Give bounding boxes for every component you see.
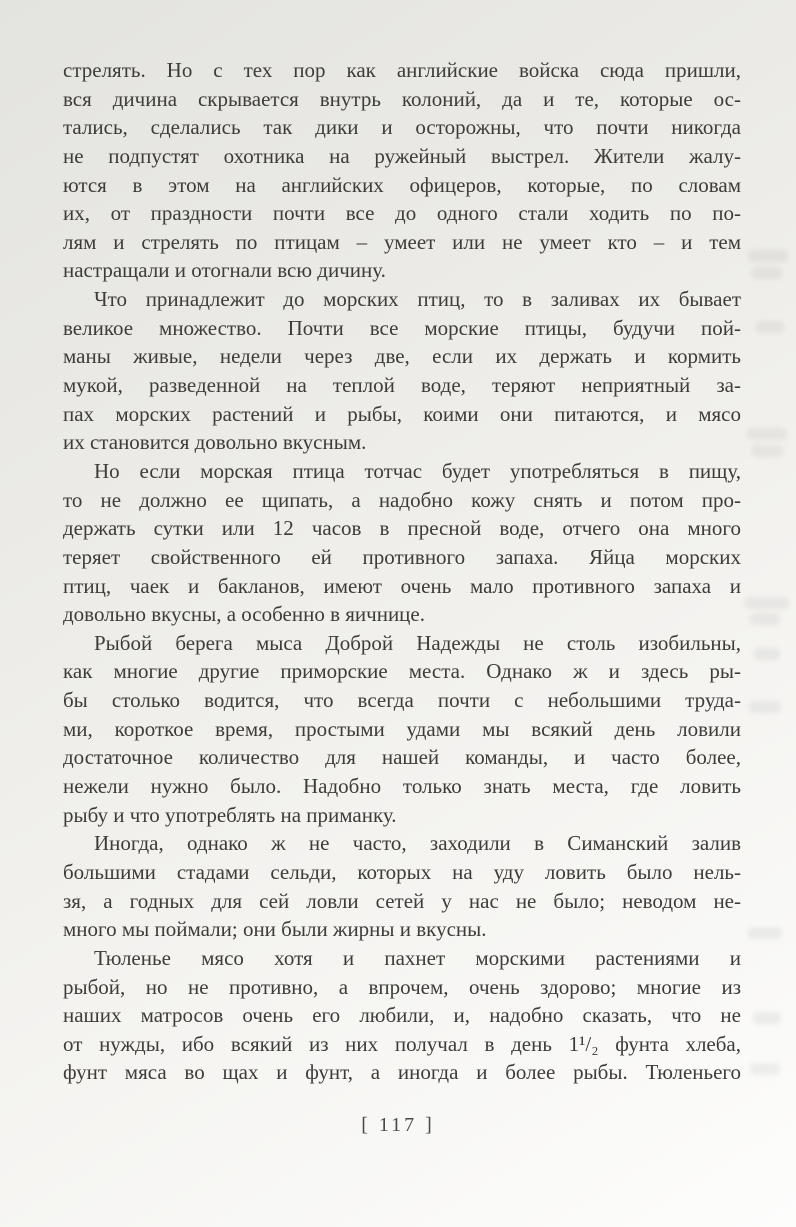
show-through-artifact xyxy=(752,267,782,279)
text-line: лям и стрелять по птицам – умеет или не умеет кто – и тем xyxy=(63,229,741,254)
show-through-artifact xyxy=(747,428,787,440)
page-text xyxy=(63,56,741,1087)
text-line: Но если морская птица тотчас будет употребляться в пищу, xyxy=(94,458,741,483)
text-line: теряет свойственного ей противного запаха. Яйца морских xyxy=(63,544,741,569)
text-line: настращали и отогнали всю дичину. xyxy=(63,258,386,283)
text-line: держать сутки или 12 часов в пресной воде, отчего она много xyxy=(63,516,741,541)
text-line: наших матросов очень его любили, и, надобно сказать, что не xyxy=(63,1003,741,1028)
show-through-artifact xyxy=(756,321,784,333)
text-line: зя, а годных для сей ловли сетей у нас не было; неводом не- xyxy=(63,888,741,913)
show-through-artifact xyxy=(750,1063,780,1075)
text-line: их становится довольно вкусным. xyxy=(63,430,367,455)
text-line: ми, короткое время, простыми удами мы всякий день ловили xyxy=(63,716,741,741)
text-line: нежели нужно было. Надобно только знать места, где ловить xyxy=(63,774,741,799)
text-line: от нужды, ибо всякий из них получал в день 1¹/₂ фунта хлеба, xyxy=(63,1031,741,1056)
text-line: их, от праздности почти все до одного стали ходить по по- xyxy=(63,201,741,226)
text-line: тались, сделались так дики и осторожны, что почти никогда xyxy=(63,115,741,140)
text-line: маны живые, недели через две, если их держать и кормить xyxy=(63,344,741,369)
show-through-artifact xyxy=(750,613,780,625)
text-line: Тюленье мясо хотя и пахнет морскими растениями и xyxy=(94,945,741,970)
text-line: то не должно ее щипать, а надобно кожу снять и потом про- xyxy=(63,487,741,512)
text-line: Что принадлежит до морских птиц, то в заливах их бывает xyxy=(94,287,741,312)
text-line: мукой, разведенной на теплой воде, теряют неприятный за- xyxy=(63,373,741,398)
text-line: Рыбой берега мыса Доброй Надежды не столь изобильны, xyxy=(94,630,741,655)
text-line: как многие другие приморские места. Однако ж и здесь ры- xyxy=(63,659,741,684)
text-line: великое множество. Почти все морские птицы, будучи пой- xyxy=(63,315,741,340)
text-line: стрелять. Но с тех пор как английские войска сюда пришли, xyxy=(63,58,741,82)
page-number: [ 117 ] xyxy=(361,1114,435,1136)
text-line: рыбой, но не противно, а впрочем, очень здорово; многие из xyxy=(63,974,741,999)
text-line: не подпустят охотника на ружейный выстрел. Жители жалу- xyxy=(63,143,741,168)
text-line: бы столько водится, что всегда почти с небольшими труда- xyxy=(63,688,741,713)
text-line: фунт мяса во щах и фунт, а иногда и более рыбы. Тюленьего xyxy=(63,1060,741,1085)
text-line: достаточное количество для нашей команды, и часто более, xyxy=(63,745,741,770)
show-through-artifact xyxy=(745,597,789,609)
text-line: много мы поймали; они были жирны и вкусны. xyxy=(63,917,487,942)
text-line: большими стадами сельди, которых на уду ловить было нель- xyxy=(63,859,741,884)
show-through-artifact xyxy=(748,250,788,262)
text-line: ются в этом на английских офицеров, которые, по словам xyxy=(63,172,741,197)
show-through-artifact xyxy=(754,648,780,660)
text-line: вся дичина скрывается внутрь колоний, да и те, которые ос- xyxy=(63,86,741,111)
show-through-artifact xyxy=(753,1012,781,1024)
text-line: довольно вкусны, а особенно в яичнице. xyxy=(63,602,425,627)
show-through-artifact xyxy=(749,701,781,713)
show-through-artifact xyxy=(751,445,783,457)
text-line: пах морских растений и рыбы, коими они питаются, и мясо xyxy=(63,401,741,426)
show-through-artifact xyxy=(748,927,782,939)
text-line: Иногда, однако ж не часто, заходили в Симанский залив xyxy=(94,831,741,856)
text-line: птиц, чаек и бакланов, имеют очень мало противного запаха и xyxy=(63,573,741,598)
text-line: рыбу и что употреблять на приманку. xyxy=(63,802,397,827)
